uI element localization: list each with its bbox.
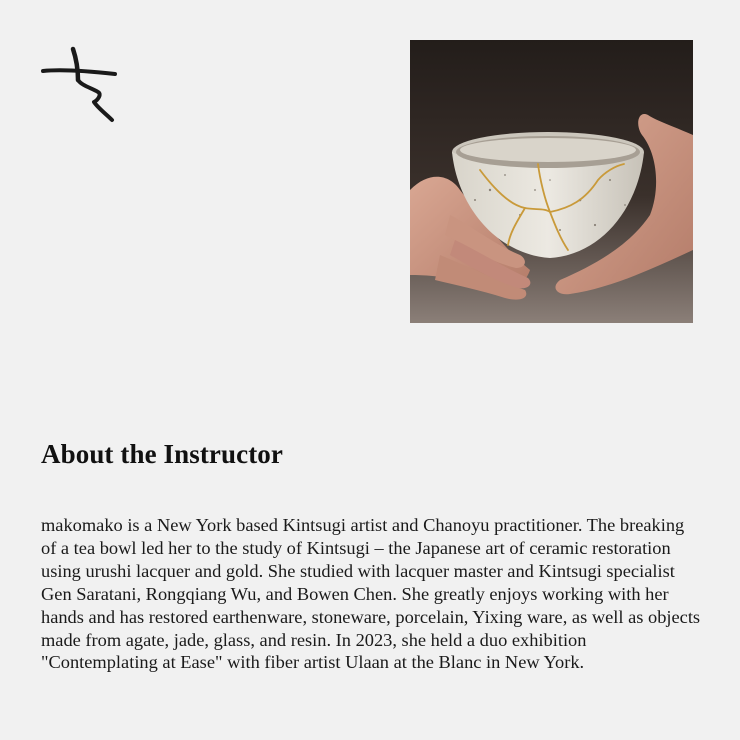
brush-stroke-logo-icon (40, 44, 120, 124)
kintsugi-bowl-photo (410, 40, 693, 323)
instructor-bio: makomako is a New York based Kintsugi artist and Chanoyu practitioner. The breaking of a tea bowl led her to the study of Kintsugi – the Japanese art of ceramic restoration using urushi lacquer and gold. She studied with lacquer master and Kintsugi specialist Gen Saratani, Rongqiang Wu, and Bowen Chen. She greatly enjoys working with her hands and has restored earthenware, stoneware, porcelain, Yixing ware, as well as objects made from agate, jade, glass, and resin. In 2023, she held a duo exhibition "Contemplating at Ease" with fiber artist Ulaan at the Blanc in New York. (41, 515, 701, 673)
about-heading: About the Instructor (41, 439, 283, 469)
